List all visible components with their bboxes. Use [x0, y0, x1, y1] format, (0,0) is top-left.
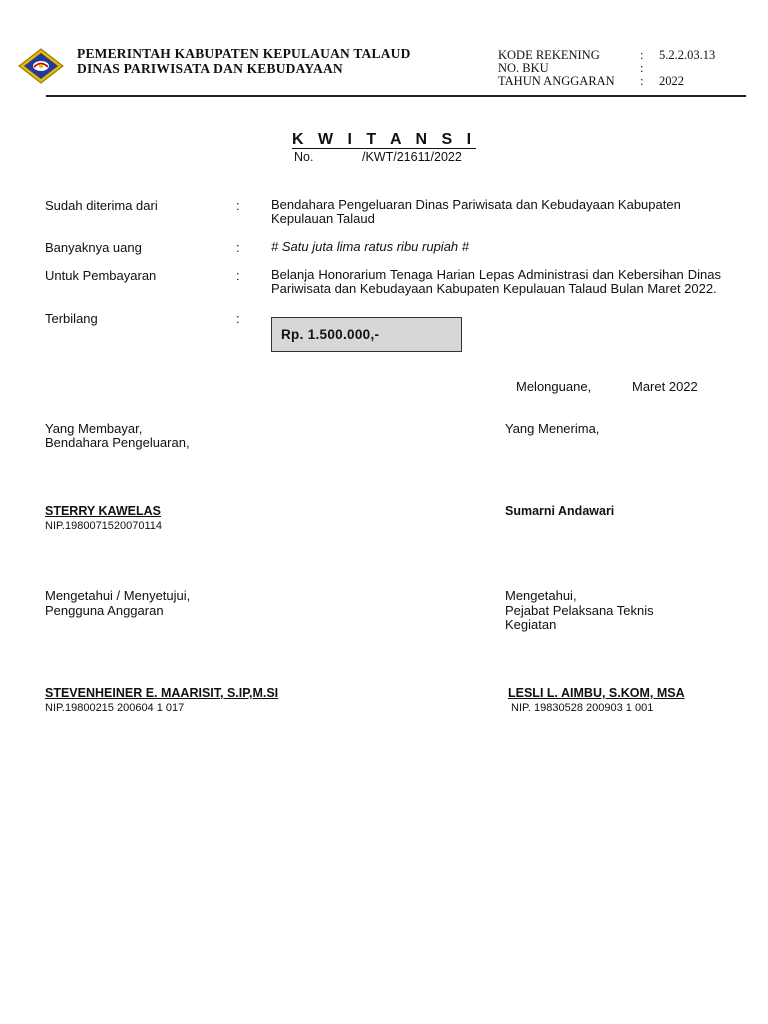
meta-label-tahun-anggaran: TAHUN ANGGARAN [498, 74, 615, 88]
pptk-role-line1: Mengetahui, [505, 588, 577, 603]
date: Maret 2022 [632, 379, 698, 394]
amount-box [271, 317, 462, 352]
meta-sep: : [640, 74, 644, 88]
approver-role-line1: Mengetahui / Menyetujui, [45, 588, 191, 603]
field-label-terbilang: Terbilang [45, 311, 98, 326]
field-sep: : [236, 198, 240, 213]
regency-emblem-icon [18, 48, 64, 84]
org-name-line2: DINAS PARIWISATA DAN KEBUDAYAAN [77, 61, 343, 76]
payer-role-line2: Bendahara Pengeluaran, [45, 435, 190, 450]
meta-sep: : [640, 48, 644, 62]
field-label-received-from: Sudah diterima dari [45, 198, 158, 213]
receiver-role: Yang Menerima, [505, 421, 600, 436]
field-label-payment-for: Untuk Pembayaran [45, 268, 157, 283]
meta-label-no-bku: NO. BKU [498, 61, 549, 75]
pptk-role-line3: Kegiatan [505, 617, 557, 632]
payer-nip: NIP.1980071520070114 [45, 520, 163, 532]
meta-sep: : [640, 61, 644, 75]
receiver-name: Sumarni Andawari [505, 504, 615, 518]
header-divider [46, 95, 746, 97]
receipt-number-label: No. [294, 150, 314, 164]
payer-name: STERRY KAWELAS [45, 504, 161, 518]
approver-name: STEVENHEINER E. MAARISIT, S.IP,M.SI [45, 686, 279, 700]
meta-label-kode-rekening: KODE REKENING [498, 48, 600, 62]
document-title: K W I T A N S I [291, 131, 477, 148]
org-name-line1: PEMERINTAH KABUPATEN KEPULAUAN TALAUD [77, 46, 411, 61]
approver-nip: NIP.19800215 200604 1 017 [45, 702, 185, 714]
place: Melonguane, [516, 379, 592, 394]
payer-role-line1: Yang Membayar, [45, 421, 143, 436]
approver-role-line2: Pengguna Anggaran [45, 603, 164, 618]
field-value-payment-for: Belanja Honorarium Tenaga Harian Lepas Administrasi dan Kebersihan Dinas Pariwisata dan Kebudayaan Kabupaten Kepulauan Talaud Bulan Maret 2022. [271, 267, 721, 296]
pptk-name: LESLI L. AIMBU, S.KOM, MSA [508, 686, 685, 700]
field-label-amount-words: Banyaknya uang [45, 240, 142, 255]
meta-value-kode-rekening: 5.2.2.03.13 [659, 48, 716, 62]
field-value-amount-words: # Satu juta lima ratus ribu rupiah # [271, 239, 469, 254]
field-sep: : [236, 311, 240, 326]
field-value-received-from: Bendahara Pengeluaran Dinas Pariwisata dan Kebudayaan Kabupaten Kepulauan Talaud [271, 197, 681, 226]
pptk-nip: NIP. 19830528 200903 1 001 [511, 702, 654, 714]
field-sep: : [236, 268, 240, 283]
meta-value-tahun-anggaran: 2022 [659, 74, 684, 88]
amount-value: Rp. 1.500.000,- [281, 327, 380, 342]
pptk-role-line2: Pejabat Pelaksana Teknis [505, 603, 654, 618]
field-sep: : [236, 240, 240, 255]
receipt-number-value: /KWT/21611/2022 [362, 150, 462, 164]
